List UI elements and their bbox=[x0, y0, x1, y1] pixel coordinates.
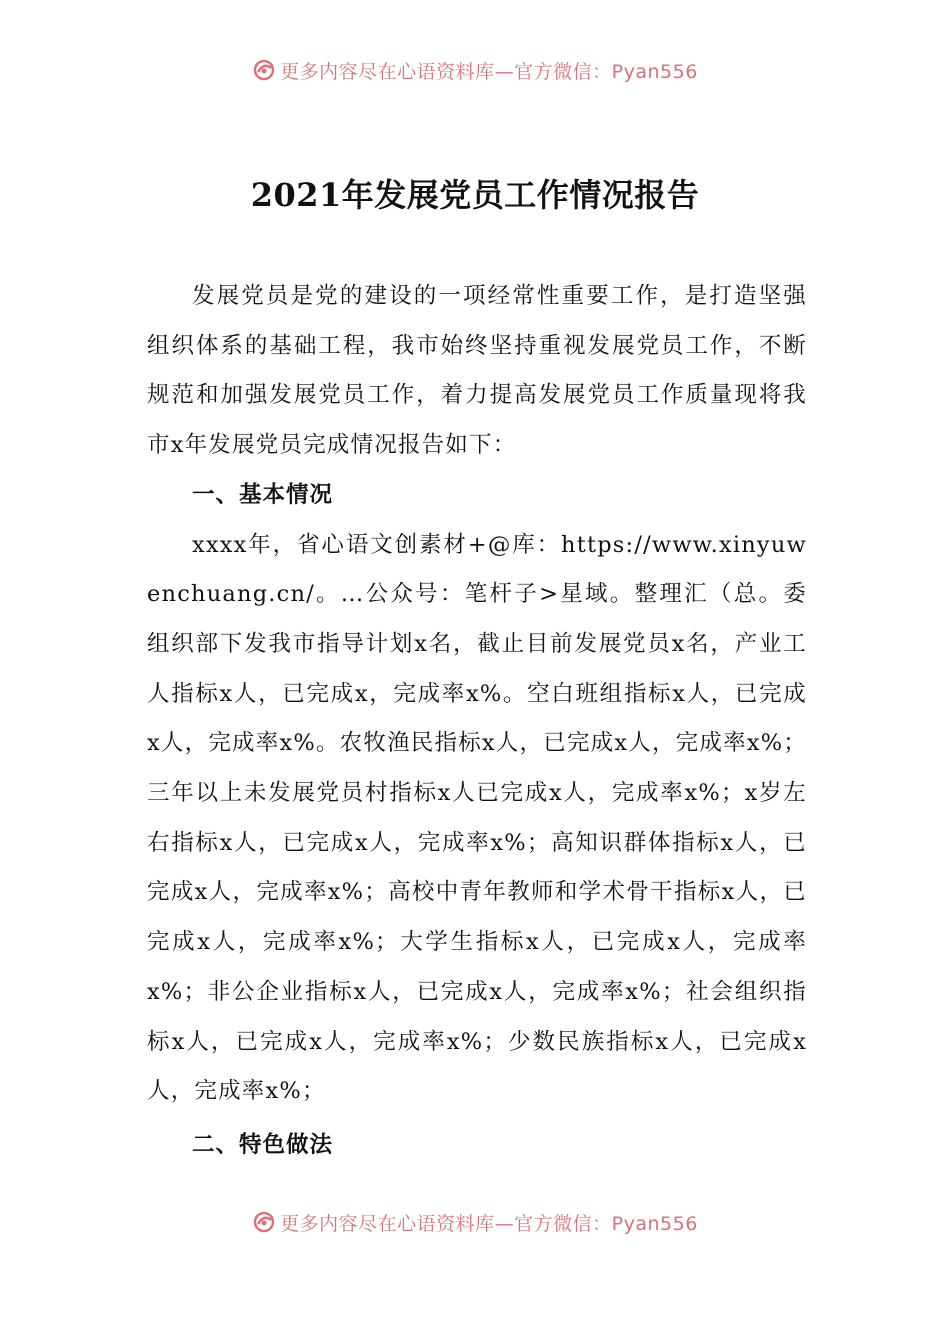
watermark-logo-icon bbox=[252, 1210, 276, 1234]
document-body bbox=[147, 272, 807, 1171]
document-title: 2021年发展党员工作情况报告 bbox=[250, 176, 700, 214]
intro-paragraph: 发展党员是党的建设的一项经常性重要工作，是打造坚强组织体系的基础工程，我市始终坚持重视发展党员工作，不断规范和加强发展党员工作，着力提高发展党员工作质量现将我市x年发展党员完成情况报告如下： bbox=[147, 283, 807, 459]
watermark-logo-icon bbox=[252, 58, 276, 82]
section-heading-basic-situation: 一、基本情况 bbox=[192, 481, 334, 508]
watermark-top bbox=[0, 55, 950, 85]
watermark-text: 更多内容尽在心语资料库—官方微信：Pyan556 bbox=[280, 60, 698, 83]
watermark-bottom bbox=[0, 1207, 950, 1237]
section-heading-featured-practices: 二、特色做法 bbox=[192, 1131, 334, 1158]
watermark-text: 更多内容尽在心语资料库—官方微信：Pyan556 bbox=[280, 1212, 698, 1235]
section-paragraph-basic-situation: xxxx年，省心语文创素材+@库：https://www.xinyuwenchuang.cn/。…公众号：笔杆子>星域。整理汇（总。委组织部下发我市指导计划x名，截止目前发展党员x名，产业工人指标x人，已完成x，完成率x%。空白班组指标x人，已完成x人，完成率x%。农牧渔民指标x人，已完成x人，完成率x%；三年以上未发展党员村指标x人已完成x人，完成率x%；x岁左右指标x人，已完成x人，完成率x%；高知识群体指标x人，已完成x人，完成率x%；高校中青年教师和学术骨干指标x人，已完成x人，完成率x%；大学生指标x人，已完成x人，完成率x%；非公企业指标x人，已完成x人，完成率x%；社会组织指标x人，已完成x人，完成率x%；少数民族指标x人，已完成x人，完成率x%； bbox=[147, 531, 807, 1105]
